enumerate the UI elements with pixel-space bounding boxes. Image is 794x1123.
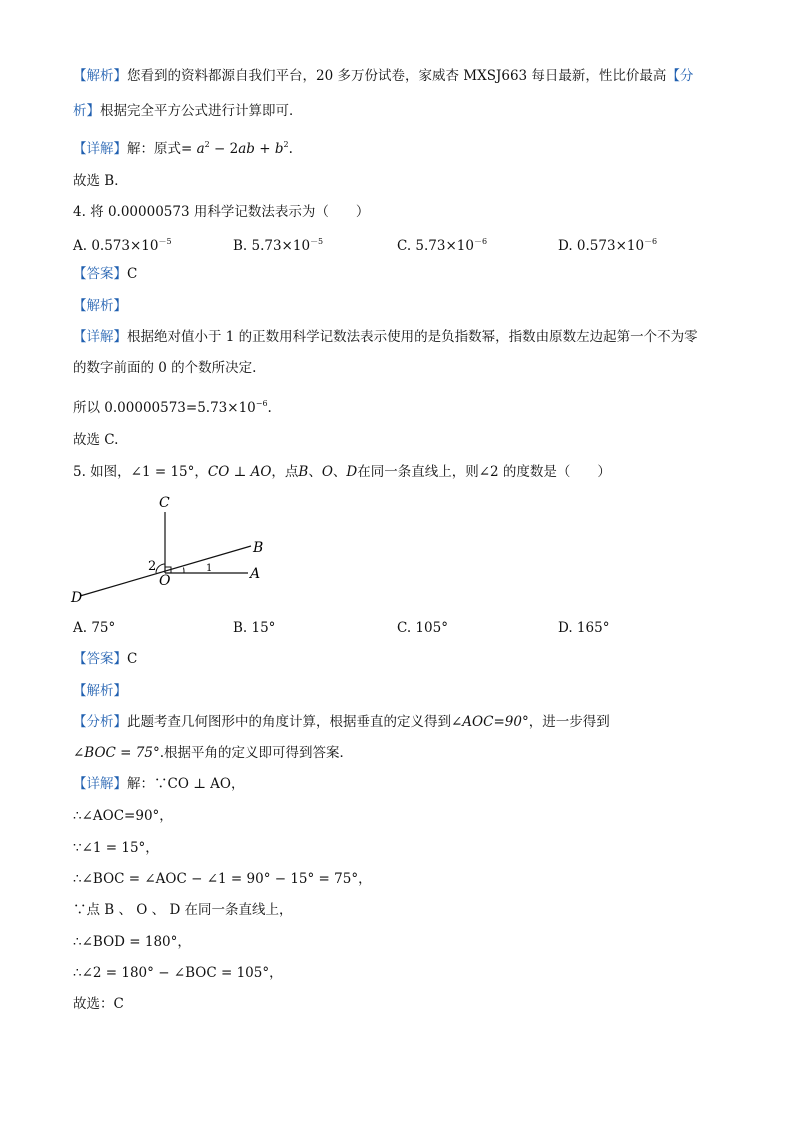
q4-conclusion: 故选 C. — [73, 432, 119, 448]
detail-tag: 【详解】 — [73, 329, 127, 345]
q5-fenxi-line2: ∠BOC = 75°.根据平角的定义即可得到答案． — [73, 745, 353, 761]
q4-so-line: 所以 $0.00000573=5.73\times 10^{-6}$. — [73, 399, 272, 416]
q5-analysis-tag: 【解析】 — [73, 683, 127, 699]
q4-detail-line1: 【详解】根据绝对值小于 1 的正数用科学记数法表示使用的是负指数幂，指数由原数左边起第一个不为零 — [73, 329, 698, 345]
label-c: C — [159, 495, 170, 511]
q4-analysis-tag: 【解析】 — [73, 298, 127, 314]
fenxi-tag: 【分析】 — [73, 714, 127, 730]
prev-fenxi-line — [73, 101, 303, 121]
fenxi-tag-open: 【分 — [666, 68, 694, 84]
q5-step-4: ∴∠BOC = ∠AOC − ∠1 = 90° − 15° = 75°， — [73, 871, 372, 887]
promo-text: 您看到的资料都源自我们平台，20 多万份试卷，家威杏 MXSJ663 每日最新，性比价最高 — [127, 68, 667, 84]
q4-option-a: A. $0.573\times 10^{-5}$ — [73, 237, 172, 254]
answer-value: C — [127, 651, 138, 667]
fenxi-tag-close: 析】 — [73, 103, 100, 119]
prev-conclusion: 故选 B． — [73, 173, 128, 189]
label-angle-2: 2 — [148, 559, 157, 574]
detail-tag: 【详解】 — [73, 776, 127, 792]
q5-fenxi-line1: 【分析】此题考查几何图形中的角度计算，根据垂直的定义得到∠AOC=90°，进一步得到 — [73, 714, 610, 730]
q5-option-b: B. 15° — [233, 620, 276, 636]
formula-a-exp: 2 — [204, 140, 210, 149]
detail-tag: 【详解】 — [73, 141, 127, 157]
q5-step-5: ∵点 B 、 O 、 D 在同一条直线上， — [73, 902, 293, 918]
formula-plus: + — [254, 141, 275, 157]
q4-option-b: B. $5.73\times 10^{-5}$ — [233, 237, 324, 254]
formula-a: a — [196, 141, 205, 157]
formula-eq: = — [181, 141, 193, 157]
label-d: D — [71, 590, 83, 606]
label-angle-1: 1 — [206, 563, 213, 574]
fenxi-text: 根据完全平方公式进行计算即可． — [100, 103, 303, 119]
q4-answer-line — [73, 264, 137, 284]
q4-option-c: C. $5.73\times 10^{-6}$ — [397, 237, 488, 254]
geometry-figure — [66, 492, 276, 610]
q5-step-7: ∴∠2 = 180° − ∠BOC = 105°， — [73, 965, 283, 981]
label-o: O — [159, 573, 171, 589]
q5-option-c: C. 105° — [397, 620, 448, 636]
q5-step-6: ∴∠BOD = 180°， — [73, 934, 191, 950]
prev-detail-line — [73, 135, 293, 159]
q5-step-2: ∴∠AOC=90°， — [73, 808, 173, 824]
answer-tag: 【答案】 — [73, 651, 127, 667]
analysis-tag: 【解析】 — [73, 68, 127, 84]
formula-b-exp: 2 — [283, 140, 289, 149]
q5-conclusion: 故选：C — [73, 996, 124, 1012]
q4-stem: 4. 将 0.00000573 用科学记数法表示为（ ） — [73, 204, 370, 220]
q4-option-d: D. $0.573\times 10^{-6}$ — [558, 237, 658, 254]
formula-b: b — [274, 141, 284, 157]
q5-stem: 5. 如图，∠1 = 15°，CO ⊥ AO，点B、O、D在同一条直线上，则∠2 的度数是（ ） — [73, 464, 611, 480]
formula-end: . — [288, 141, 293, 157]
answer-tag: 【答案】 — [73, 266, 127, 282]
q5-option-a: A. 75° — [73, 620, 116, 636]
detail-prefix: 解：原式 — [127, 141, 181, 157]
q5-answer-line — [73, 649, 137, 669]
formula-ab: ab — [238, 141, 255, 157]
q4-detail-line2: 的数字前面的 0 的个数所决定. — [73, 360, 257, 376]
answer-value: C — [127, 266, 138, 282]
q5-option-d: D. 165° — [558, 620, 610, 636]
q5-step-3: ∵∠1 = 15°， — [73, 840, 159, 856]
angle-1-arc — [184, 568, 185, 574]
label-a: A — [250, 566, 261, 582]
formula-minus: − 2 — [209, 141, 239, 157]
label-b: B — [253, 540, 264, 556]
q5-detail-line: 【详解】解：∵CO ⊥ AO， — [73, 776, 245, 792]
prev-analysis-line — [73, 66, 693, 86]
